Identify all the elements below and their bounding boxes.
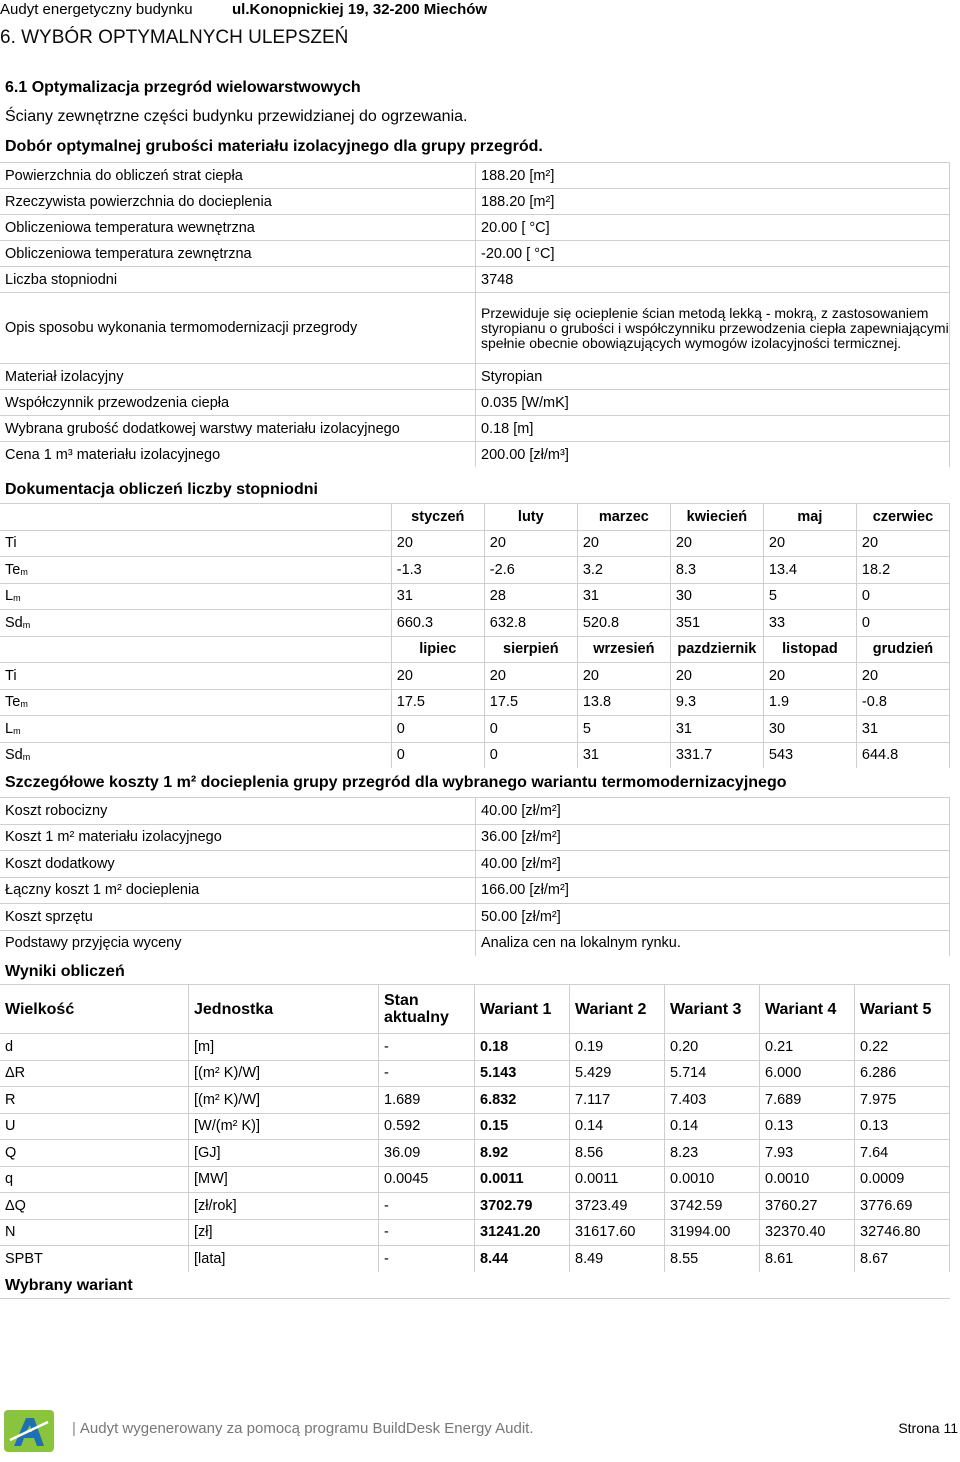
- cost-label: Podstawy przyjęcia wyceny: [0, 930, 476, 956]
- cell: 31: [577, 583, 670, 610]
- cell: 20: [856, 530, 949, 557]
- month-header: wrzesień: [577, 636, 670, 663]
- table-row: [0, 930, 950, 956]
- cell: 543: [763, 742, 856, 768]
- row-label-subscript: m: [20, 566, 28, 577]
- month-header: kwiecień: [670, 504, 763, 531]
- cell: 8.67: [855, 1246, 950, 1272]
- cell: [zł/rok]: [189, 1193, 379, 1220]
- cell: 20: [391, 663, 484, 690]
- parameters-table: [0, 162, 950, 467]
- column-header: Jednostka: [189, 985, 379, 1034]
- row-label: Ti: [0, 530, 391, 557]
- cost-value: 36.00 [zł/m²]: [476, 824, 950, 851]
- param-value: 188.20 [m²]: [476, 189, 950, 215]
- column-header: Wariant 3: [665, 985, 760, 1034]
- row-label: [0, 583, 391, 610]
- cost-value: 50.00 [zł/m²]: [476, 904, 950, 931]
- cell: 5: [763, 583, 856, 610]
- cost-value: 166.00 [zł/m²]: [476, 877, 950, 904]
- month-header: sierpień: [484, 636, 577, 663]
- cell: 1.689: [379, 1087, 475, 1114]
- cell-selected: 6.832: [475, 1087, 570, 1114]
- column-header: Wariant 2: [570, 985, 665, 1034]
- cell: 660.3: [391, 610, 484, 637]
- cell: 30: [763, 716, 856, 743]
- cell: 0: [484, 716, 577, 743]
- param-label: Rzeczywista powierzchnia do docieplenia: [0, 189, 476, 215]
- cell: ΔQ: [0, 1193, 189, 1220]
- table-row: [0, 416, 950, 442]
- cell: 351: [670, 610, 763, 637]
- cell: 13.4: [763, 557, 856, 584]
- row-label-text: Sd: [5, 747, 23, 764]
- cell: -0.8: [856, 689, 949, 716]
- page-footer: [0, 1406, 960, 1456]
- cell: 20: [763, 663, 856, 690]
- cell: 31: [670, 716, 763, 743]
- cell: 7.975: [855, 1087, 950, 1114]
- table-row: [0, 689, 950, 716]
- costs-title: Szczegółowe koszty 1 m² docieplenia grupy przegród dla wybranego wariantu termomodernizacyjnego: [5, 774, 787, 791]
- table-row: [0, 293, 950, 364]
- table-row: [0, 364, 950, 390]
- row-label-subscript: m: [22, 619, 31, 630]
- param-label: Powierzchnia do obliczeń strat ciepła: [0, 163, 476, 189]
- cell: 5.714: [665, 1060, 760, 1087]
- cell: 632.8: [484, 610, 577, 637]
- cell: R: [0, 1087, 189, 1114]
- results-title: Wyniki obliczeń: [5, 963, 125, 980]
- cell: 20: [763, 530, 856, 557]
- cost-label: Koszt dodatkowy: [0, 851, 476, 878]
- table-row: [0, 215, 950, 241]
- cell: [m]: [189, 1034, 379, 1061]
- cell: [GJ]: [189, 1140, 379, 1167]
- param-label: Cena 1 m³ materiału izolacyjnego: [0, 442, 476, 468]
- page-header: [0, 0, 960, 22]
- page-number: Strona 11: [898, 1420, 958, 1436]
- row-label: [0, 742, 391, 768]
- cell: 1.9: [763, 689, 856, 716]
- column-header: Wariant 5: [855, 985, 950, 1034]
- table-row: [0, 163, 950, 189]
- cell: 0.0010: [665, 1166, 760, 1193]
- cell: -: [379, 1246, 475, 1272]
- table-row: [0, 267, 950, 293]
- month-header: marzec: [577, 504, 670, 531]
- table-row: [0, 530, 950, 557]
- costs-table: [0, 797, 950, 956]
- cell: 9.3: [670, 689, 763, 716]
- table-row: [0, 1034, 950, 1061]
- param-value: 0.18 [m]: [476, 416, 950, 442]
- cell: 20: [484, 663, 577, 690]
- param-label: Współczynnik przewodzenia ciepła: [0, 390, 476, 416]
- cell: -2.6: [484, 557, 577, 584]
- row-label: [0, 610, 391, 637]
- cell: -: [379, 1060, 475, 1087]
- table-row: [0, 557, 950, 584]
- cell: 3760.27: [760, 1193, 855, 1220]
- divider: [0, 1298, 950, 1299]
- cell: d: [0, 1034, 189, 1061]
- cell-selected: 5.143: [475, 1060, 570, 1087]
- param-value: 20.00 [ °C]: [476, 215, 950, 241]
- cell: 0.13: [855, 1113, 950, 1140]
- cell: 0: [484, 742, 577, 768]
- cell-selected: 3702.79: [475, 1193, 570, 1220]
- cell: [(m² K)/W]: [189, 1087, 379, 1114]
- cell: -: [379, 1034, 475, 1061]
- cell: Q: [0, 1140, 189, 1167]
- cell: 7.64: [855, 1140, 950, 1167]
- builddesk-logo-icon: [4, 1410, 54, 1452]
- cell: 331.7: [670, 742, 763, 768]
- cell: 13.8: [577, 689, 670, 716]
- cell: 0.13: [760, 1113, 855, 1140]
- cell: [MW]: [189, 1166, 379, 1193]
- cell: 5: [577, 716, 670, 743]
- cell: 28: [484, 583, 577, 610]
- table-row: [0, 1140, 950, 1167]
- cost-value: Analiza cen na lokalnym rynku.: [476, 930, 950, 956]
- param-value: -20.00 [ °C]: [476, 241, 950, 267]
- param-value: 3748: [476, 267, 950, 293]
- cell: 32370.40: [760, 1219, 855, 1246]
- param-value: 200.00 [zł/m³]: [476, 442, 950, 468]
- month-header-row: [0, 636, 950, 663]
- cell: 7.403: [665, 1087, 760, 1114]
- cell: -: [379, 1193, 475, 1220]
- param-value: 0.035 [W/mK]: [476, 390, 950, 416]
- table-row: [0, 798, 950, 825]
- param-label: Materiał izolacyjny: [0, 364, 476, 390]
- cost-value: 40.00 [zł/m²]: [476, 798, 950, 825]
- selected-variant-title: Wybrany wariant: [5, 1277, 133, 1294]
- month-header: luty: [484, 504, 577, 531]
- cell: 0.20: [665, 1034, 760, 1061]
- cell: 36.09: [379, 1140, 475, 1167]
- cell: [W/(m² K)]: [189, 1113, 379, 1140]
- table-row: [0, 742, 950, 768]
- row-label: Ti: [0, 663, 391, 690]
- month-header: styczeń: [391, 504, 484, 531]
- row-label-text: L: [5, 720, 14, 737]
- row-label-text: L: [5, 588, 14, 605]
- row-label-text: Te: [5, 694, 21, 711]
- cell: 7.689: [760, 1087, 855, 1114]
- cell-selected: 31241.20: [475, 1219, 570, 1246]
- table-row: [0, 824, 950, 851]
- param-label: Wybrana grubość dodatkowej warstwy materiału izolacyjnego: [0, 416, 476, 442]
- cost-value: 40.00 [zł/m²]: [476, 851, 950, 878]
- results-header-row: [0, 985, 950, 1034]
- param-value-description: Przewiduje się ocieplenie ścian metodą lekką - mokrą, z zastosowaniem styropianu o grubości i współczynniku przewodzenia ciepła zapewniającymi spełnie obecnie obowiązujących wymogów izolacyjności termicznej.: [476, 293, 950, 364]
- month-header: maj: [763, 504, 856, 531]
- cell: 30: [670, 583, 763, 610]
- month-header: grudzień: [856, 636, 949, 663]
- cell: SPBT: [0, 1246, 189, 1272]
- table-row: [0, 663, 950, 690]
- cell: 0.592: [379, 1113, 475, 1140]
- table-row: [0, 1113, 950, 1140]
- table-row: [0, 1193, 950, 1220]
- month-header: czerwiec: [856, 504, 949, 531]
- cell: 17.5: [484, 689, 577, 716]
- cell: 0: [391, 742, 484, 768]
- column-header: Wariant 4: [760, 985, 855, 1034]
- cell: 17.5: [391, 689, 484, 716]
- table-row: [0, 241, 950, 267]
- month-header: pazdziernik: [670, 636, 763, 663]
- row-label: [0, 716, 391, 743]
- cell: 644.8: [856, 742, 949, 768]
- cell: 31617.60: [570, 1219, 665, 1246]
- table-row: [0, 851, 950, 878]
- row-label: [0, 557, 391, 584]
- partition-group-title: Ściany zewnętrzne części budynku przewidzianej do ogrzewania.: [5, 108, 468, 125]
- cell: 31: [391, 583, 484, 610]
- row-label-subscript: m: [20, 699, 28, 710]
- cell: 0.0011: [570, 1166, 665, 1193]
- cell-selected: 0.15: [475, 1113, 570, 1140]
- cell: 0: [856, 610, 949, 637]
- row-label-text: Te: [5, 561, 21, 578]
- cell: 3776.69: [855, 1193, 950, 1220]
- footer-note: Audyt wygenerowany za pomocą programu BuildDesk Energy Audit.: [79, 1420, 534, 1437]
- month-header-row: [0, 504, 950, 531]
- cell: 8.3: [670, 557, 763, 584]
- cost-label: Koszt robocizny: [0, 798, 476, 825]
- month-header: listopad: [763, 636, 856, 663]
- cell: 0.0045: [379, 1166, 475, 1193]
- cost-label: Łączny koszt 1 m² docieplenia: [0, 877, 476, 904]
- cell: 520.8: [577, 610, 670, 637]
- table-row: [0, 1219, 950, 1246]
- cell: 6.286: [855, 1060, 950, 1087]
- results-table: [0, 984, 950, 1272]
- table-row: [0, 1166, 950, 1193]
- cell: 8.55: [665, 1246, 760, 1272]
- cell: 7.93: [760, 1140, 855, 1167]
- cell: 20: [484, 530, 577, 557]
- section-heading: 6. WYBÓR OPTYMALNYCH ULEPSZEŃ: [0, 27, 349, 48]
- cell: 20: [577, 663, 670, 690]
- cell: N: [0, 1219, 189, 1246]
- cell: 8.61: [760, 1246, 855, 1272]
- table-row: [0, 1087, 950, 1114]
- header-address: ul.Konopnickiej 19, 32-200 Miechów: [232, 1, 488, 18]
- cell: 0.0009: [855, 1166, 950, 1193]
- cost-label: Koszt 1 m² materiału izolacyjnego: [0, 824, 476, 851]
- cell: 0.22: [855, 1034, 950, 1061]
- cost-label: Koszt sprzętu: [0, 904, 476, 931]
- subsection-heading: 6.1 Optymalizacja przegród wielowarstwowych: [5, 79, 361, 96]
- table-row: [0, 877, 950, 904]
- cell: 33: [763, 610, 856, 637]
- month-header: lipiec: [391, 636, 484, 663]
- cell: 3.2: [577, 557, 670, 584]
- cell: 0.0010: [760, 1166, 855, 1193]
- column-header: Wielkość: [0, 985, 189, 1034]
- cell: 0.14: [665, 1113, 760, 1140]
- cell: 8.23: [665, 1140, 760, 1167]
- table-row: [0, 442, 950, 468]
- degree-days-title: Dokumentacja obliczeń liczby stopniodni: [5, 481, 318, 498]
- cell: 8.49: [570, 1246, 665, 1272]
- row-label-text: Sd: [5, 614, 23, 631]
- optimization-title: Dobór optymalnej grubości materiału izolacyjnego dla grupy przegród.: [5, 138, 543, 155]
- cell: 6.000: [760, 1060, 855, 1087]
- column-header: Stan aktualny: [379, 985, 475, 1034]
- table-row: [0, 390, 950, 416]
- table-row: [0, 610, 950, 637]
- table-row: [0, 189, 950, 215]
- param-label: Obliczeniowa temperatura zewnętrzna: [0, 241, 476, 267]
- table-row: [0, 1246, 950, 1272]
- cell: 31: [856, 716, 949, 743]
- cell: 20: [670, 663, 763, 690]
- cell: 0: [391, 716, 484, 743]
- row-label-subscript: m: [13, 725, 21, 736]
- cell: 20: [391, 530, 484, 557]
- row-label: [0, 689, 391, 716]
- cell: 31994.00: [665, 1219, 760, 1246]
- table-row: [0, 904, 950, 931]
- cell: 0.19: [570, 1034, 665, 1061]
- cell: U: [0, 1113, 189, 1140]
- cell: 32746.80: [855, 1219, 950, 1246]
- cell: 18.2: [856, 557, 949, 584]
- table-row: [0, 583, 950, 610]
- param-label: Liczba stopniodni: [0, 267, 476, 293]
- param-label: Obliczeniowa temperatura wewnętrzna: [0, 215, 476, 241]
- cell: 0.21: [760, 1034, 855, 1061]
- cell-selected: 8.92: [475, 1140, 570, 1167]
- cell: 3723.49: [570, 1193, 665, 1220]
- cell: 0: [856, 583, 949, 610]
- cell: [lata]: [189, 1246, 379, 1272]
- param-value: Styropian: [476, 364, 950, 390]
- cell: 7.117: [570, 1087, 665, 1114]
- cell: -1.3: [391, 557, 484, 584]
- cell: 3742.59: [665, 1193, 760, 1220]
- cell-selected: 0.18: [475, 1034, 570, 1061]
- header-title: Audyt energetyczny budynku: [0, 1, 193, 18]
- table-row: [0, 1060, 950, 1087]
- row-label-subscript: m: [13, 593, 21, 604]
- cell: 20: [577, 530, 670, 557]
- cell: [zł]: [189, 1219, 379, 1246]
- cell: [(m² K)/W]: [189, 1060, 379, 1087]
- cell: 20: [670, 530, 763, 557]
- cell: 31: [577, 742, 670, 768]
- cell-selected: 8.44: [475, 1246, 570, 1272]
- cell-selected: 0.0011: [475, 1166, 570, 1193]
- cell: 0.14: [570, 1113, 665, 1140]
- cell: 5.429: [570, 1060, 665, 1087]
- degree-days-table: [0, 503, 950, 768]
- column-header: Wariant 1: [475, 985, 570, 1034]
- cell: 20: [856, 663, 949, 690]
- table-row: [0, 716, 950, 743]
- cell: q: [0, 1166, 189, 1193]
- cell: -: [379, 1219, 475, 1246]
- param-value: 188.20 [m²]: [476, 163, 950, 189]
- param-label: Opis sposobu wykonania termomodernizacji przegrody: [0, 293, 476, 364]
- row-label-subscript: m: [22, 752, 31, 763]
- footer-text: | Audyt wygenerowany za pomocą programu BuildDesk Energy Audit.: [72, 1420, 534, 1437]
- cell: ΔR: [0, 1060, 189, 1087]
- cell: 8.56: [570, 1140, 665, 1167]
